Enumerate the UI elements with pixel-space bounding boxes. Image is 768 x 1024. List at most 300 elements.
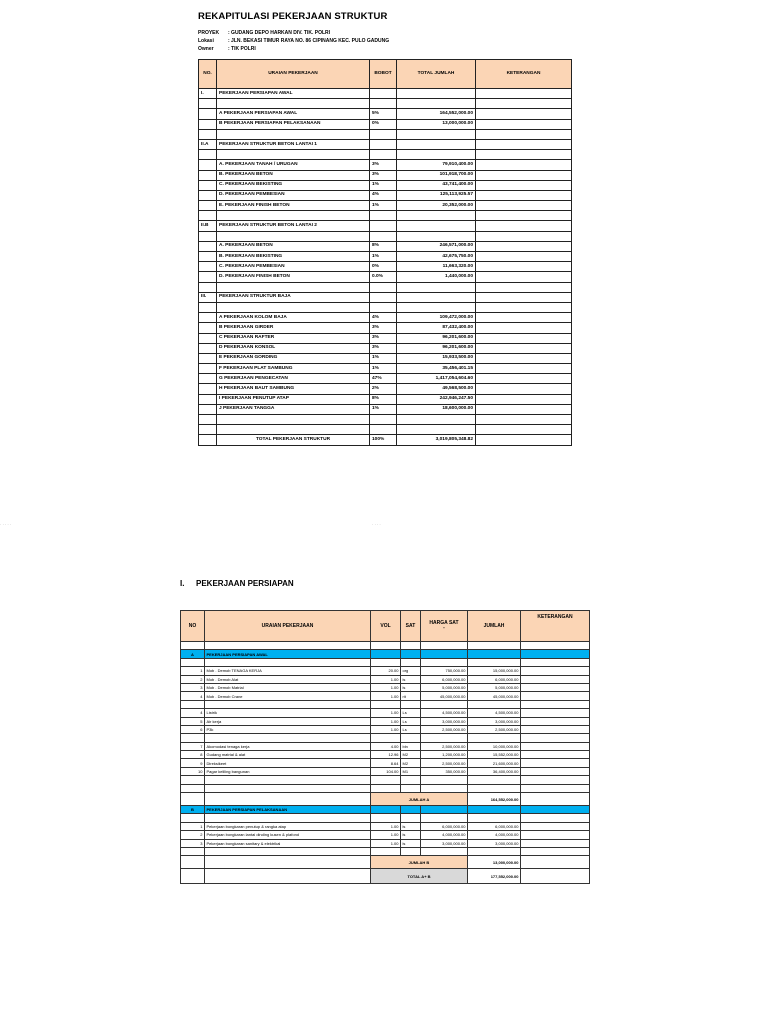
row-uraian: D. PEKERJAAN PEMBESIAN xyxy=(217,190,370,200)
row-bobot xyxy=(370,89,397,99)
total-row xyxy=(181,869,590,884)
row-total-jumlah xyxy=(397,221,476,231)
row-sat: ls xyxy=(401,822,421,830)
row-vol xyxy=(371,734,401,742)
row-jumlah xyxy=(468,658,521,666)
row-total-jumlah: 42,675,750.00 xyxy=(397,252,476,262)
row-keterangan xyxy=(476,241,572,251)
group-blank-cell xyxy=(468,650,521,658)
summary-row xyxy=(199,302,572,312)
row-no xyxy=(181,814,205,822)
row-bobot: 5% xyxy=(370,109,397,119)
row-keterangan xyxy=(476,119,572,129)
row-keterangan xyxy=(521,831,590,839)
sum-blank-cell xyxy=(181,869,205,884)
row-harga-sat: 2,500,000.00 xyxy=(421,742,468,750)
row-keterangan xyxy=(521,675,590,683)
row-sat: ls xyxy=(401,683,421,691)
row-total-jumlah: 96,201,600.00 xyxy=(397,343,476,353)
row-sat: ls xyxy=(401,831,421,839)
summary-row xyxy=(199,252,572,262)
detail-row xyxy=(181,847,590,855)
row-total-jumlah: 109,472,000.00 xyxy=(397,313,476,323)
row-no xyxy=(199,394,217,404)
row-bobot: 47% xyxy=(370,374,397,384)
row-total-jumlah xyxy=(397,292,476,302)
row-total-jumlah: 79,910,400.00 xyxy=(397,160,476,170)
row-no xyxy=(199,180,217,190)
row-no xyxy=(199,323,217,333)
row-keterangan xyxy=(521,776,590,784)
blank-cell xyxy=(181,642,205,650)
row-bobot: 0.0% xyxy=(370,272,397,282)
row-total-jumlah: 101,918,700.00 xyxy=(397,170,476,180)
group-blank-cell xyxy=(468,806,521,814)
row-vol: 1.00 xyxy=(371,822,401,830)
row-harga-sat: 2,500,000.00 xyxy=(421,759,468,767)
summary-row xyxy=(199,150,572,160)
total-value: 177,552,000.00 xyxy=(468,869,521,884)
row-no xyxy=(199,231,217,241)
row-jumlah: 15,000,000.00 xyxy=(468,667,521,675)
row-vol: 1.00 xyxy=(371,709,401,717)
meta-label: PROYEK xyxy=(198,30,220,36)
row-no: 3 xyxy=(181,683,205,691)
row-no: 5 xyxy=(181,717,205,725)
row-bobot xyxy=(370,139,397,149)
summary-row xyxy=(199,394,572,404)
header-harga-sat xyxy=(421,611,468,642)
blank-cell xyxy=(371,642,401,650)
row-bobot: 3% xyxy=(370,323,397,333)
row-total-jumlah: 20,352,000.00 xyxy=(397,201,476,211)
group-row xyxy=(181,650,590,658)
row-sat: M2 xyxy=(401,759,421,767)
row-keterangan xyxy=(521,839,590,847)
detail-row xyxy=(181,784,590,792)
row-keterangan xyxy=(476,323,572,333)
row-keterangan xyxy=(476,180,572,190)
row-no xyxy=(199,170,217,180)
group-row xyxy=(181,806,590,814)
row-total-jumlah: 18,600,000.00 xyxy=(397,404,476,414)
row-bobot xyxy=(370,221,397,231)
row-no xyxy=(199,201,217,211)
row-bobot xyxy=(370,292,397,302)
summary-row xyxy=(199,160,572,170)
row-sat xyxy=(401,658,421,666)
detail-row xyxy=(181,759,590,767)
total-no-cell xyxy=(199,435,217,445)
header-total-jumlah: TOTAL JUMLAH xyxy=(397,60,476,89)
sum-blank-cell xyxy=(181,856,205,869)
group-blank-cell xyxy=(521,650,590,658)
row-uraian xyxy=(205,847,371,855)
row-uraian xyxy=(205,734,371,742)
header-vol: VOL xyxy=(371,611,401,642)
row-harga-sat: 5,000,000.00 xyxy=(421,683,468,691)
row-harga-sat: 45,000,000.00 xyxy=(421,692,468,700)
row-no: 10 xyxy=(181,767,205,775)
row-no xyxy=(199,302,217,312)
row-no xyxy=(181,847,205,855)
row-uraian xyxy=(217,425,370,435)
row-no xyxy=(199,150,217,160)
row-vol: 1.00 xyxy=(371,725,401,733)
row-total-jumlah: 164,552,000.00 xyxy=(397,109,476,119)
row-vol: 1.00 xyxy=(371,839,401,847)
row-uraian: B. PEKERJAAN BEKISTING xyxy=(217,252,370,262)
row-no: 4 xyxy=(181,692,205,700)
row-no xyxy=(199,333,217,343)
row-uraian xyxy=(205,784,371,792)
row-harga-sat: 3,000,000.00 xyxy=(421,717,468,725)
summary-row xyxy=(199,364,572,374)
row-sat: ls xyxy=(401,839,421,847)
row-keterangan xyxy=(476,415,572,425)
row-sat: M1 xyxy=(401,767,421,775)
row-keterangan xyxy=(521,742,590,750)
row-keterangan xyxy=(476,394,572,404)
row-sat xyxy=(401,784,421,792)
header-keterangan: KETERANGAN xyxy=(476,60,572,89)
row-vol xyxy=(371,700,401,708)
jumlah-value: 164,552,000.00 xyxy=(468,793,521,806)
row-uraian: Mob . Demob TENAGA KERJA xyxy=(205,667,371,675)
row-uraian: Gudang matrial & alat xyxy=(205,751,371,759)
group-blank-cell xyxy=(401,650,421,658)
row-vol: 1.00 xyxy=(371,692,401,700)
row-no xyxy=(181,734,205,742)
row-bobot: 8% xyxy=(370,241,397,251)
sum-blank-cell xyxy=(521,793,590,806)
row-jumlah: 6,000,000.00 xyxy=(468,675,521,683)
row-total-jumlah: 11,663,320.00 xyxy=(397,262,476,272)
row-keterangan xyxy=(476,262,572,272)
detail-row xyxy=(181,767,590,775)
group-blank-cell xyxy=(371,806,401,814)
row-harga-sat xyxy=(421,734,468,742)
row-uraian xyxy=(217,129,370,139)
row-keterangan xyxy=(476,190,572,200)
blank-cell xyxy=(421,642,468,650)
row-uraian: C. PEKERJAAN PEMBESIAN xyxy=(217,262,370,272)
row-vol: 1.00 xyxy=(371,675,401,683)
row-total-jumlah: 43,741,400.00 xyxy=(397,180,476,190)
row-jumlah: 2,500,000.00 xyxy=(468,725,521,733)
row-no xyxy=(199,353,217,363)
row-uraian xyxy=(217,211,370,221)
sum-blank-cell xyxy=(521,856,590,869)
row-total-jumlah xyxy=(397,150,476,160)
summary-row xyxy=(199,109,572,119)
row-jumlah: 4,500,000.00 xyxy=(468,709,521,717)
row-keterangan xyxy=(476,231,572,241)
total-label: TOTAL A+ B xyxy=(371,869,468,884)
summary-row xyxy=(199,292,572,302)
row-keterangan xyxy=(521,814,590,822)
summary-total-row xyxy=(199,435,572,445)
row-jumlah: 5,000,000.00 xyxy=(468,683,521,691)
row-harga-sat xyxy=(421,658,468,666)
group-blank-cell xyxy=(421,650,468,658)
row-bobot: 4% xyxy=(370,313,397,323)
blank-cell xyxy=(468,642,521,650)
row-no: 3 xyxy=(181,839,205,847)
jumlah-label: JUMLAH A xyxy=(371,793,468,806)
row-uraian: C PEKERJAAN RAFTER xyxy=(217,333,370,343)
row-jumlah xyxy=(468,734,521,742)
summary-row xyxy=(199,415,572,425)
row-uraian: F PEKERJAAN PLAT SAMBUNG xyxy=(217,364,370,374)
row-jumlah xyxy=(468,784,521,792)
row-jumlah xyxy=(468,814,521,822)
row-no xyxy=(199,425,217,435)
row-no xyxy=(199,313,217,323)
summary-row xyxy=(199,221,572,231)
row-total-jumlah: 246,571,000.00 xyxy=(397,241,476,251)
row-keterangan xyxy=(476,150,572,160)
summary-row xyxy=(199,211,572,221)
row-sat: Ls xyxy=(401,725,421,733)
row-keterangan xyxy=(476,353,572,363)
row-no: 7 xyxy=(181,742,205,750)
row-bobot xyxy=(370,415,397,425)
row-bobot: 1% xyxy=(370,364,397,374)
row-vol: 20.00 xyxy=(371,667,401,675)
summary-body xyxy=(199,89,572,435)
row-harga-sat: 750,000.00 xyxy=(421,667,468,675)
row-uraian: Pekerjaan bongkaran lantai dinding kusen & plafond xyxy=(205,831,371,839)
row-bobot xyxy=(370,231,397,241)
row-vol xyxy=(371,658,401,666)
row-uraian: J PEKERJAAN TANGGA xyxy=(217,404,370,414)
summary-row xyxy=(199,129,572,139)
meta-label: Owner xyxy=(198,46,214,52)
row-harga-sat xyxy=(421,776,468,784)
row-sat xyxy=(401,776,421,784)
row-uraian: B PEKERJAAN PERSIAPAN PELAKSANAAN xyxy=(217,119,370,129)
row-harga-sat xyxy=(421,814,468,822)
row-keterangan xyxy=(476,99,572,109)
row-jumlah: 10,000,000.00 xyxy=(468,742,521,750)
header-keterangan: KETERANGAN xyxy=(521,611,590,642)
total-bobot: 100% xyxy=(370,435,397,445)
row-keterangan xyxy=(521,658,590,666)
row-total-jumlah: 35,456,401.15 xyxy=(397,364,476,374)
row-harga-sat xyxy=(421,784,468,792)
row-total-jumlah: 49,568,500.00 xyxy=(397,384,476,394)
row-harga-sat xyxy=(421,700,468,708)
detail-row xyxy=(181,709,590,717)
summary-row xyxy=(199,404,572,414)
row-bobot: 1% xyxy=(370,252,397,262)
row-bobot: 0% xyxy=(370,119,397,129)
row-uraian xyxy=(217,282,370,292)
row-uraian: C. PEKERJAAN BEKISTING xyxy=(217,180,370,190)
group-no: B xyxy=(181,806,205,814)
row-no: 1 xyxy=(181,822,205,830)
row-bobot xyxy=(370,425,397,435)
row-uraian: PEKERJAAN STRUKTUR BETON LANTAI 2 xyxy=(217,221,370,231)
row-harga-sat: 1,200,000.00 xyxy=(421,751,468,759)
row-jumlah: 36,400,000.00 xyxy=(468,767,521,775)
row-no: II.A xyxy=(199,139,217,149)
row-no: 2 xyxy=(181,831,205,839)
detail-row xyxy=(181,667,590,675)
row-jumlah: 45,000,000.00 xyxy=(468,692,521,700)
row-no: 4 xyxy=(181,709,205,717)
row-no xyxy=(199,282,217,292)
row-no: 6 xyxy=(181,725,205,733)
detail-row xyxy=(181,822,590,830)
group-blank-cell xyxy=(371,650,401,658)
row-bobot xyxy=(370,282,397,292)
detail-row xyxy=(181,839,590,847)
row-bobot: 3% xyxy=(370,333,397,343)
row-keterangan xyxy=(476,201,572,211)
section-number: I. xyxy=(180,579,185,588)
summary-row xyxy=(199,89,572,99)
row-no xyxy=(199,160,217,170)
row-uraian: Listrik xyxy=(205,709,371,717)
sum-blank-cell xyxy=(205,869,371,884)
row-uraian: PEKERJAAN STRUKTUR BAJA xyxy=(217,292,370,302)
row-no xyxy=(199,262,217,272)
row-total-jumlah xyxy=(397,302,476,312)
row-sat: Ls xyxy=(401,717,421,725)
meta-owner xyxy=(198,46,256,52)
row-total-jumlah: 242,946,247.50 xyxy=(397,394,476,404)
row-vol xyxy=(371,847,401,855)
summary-row xyxy=(199,180,572,190)
row-keterangan xyxy=(521,709,590,717)
group-title: PEKERJAAN PERSIAPAN AWAL xyxy=(205,650,371,658)
blank-cell xyxy=(205,642,371,650)
row-keterangan xyxy=(476,292,572,302)
summary-header-row xyxy=(199,60,572,89)
row-harga-sat: 6,000,000.00 xyxy=(421,675,468,683)
row-keterangan xyxy=(476,221,572,231)
row-keterangan xyxy=(476,272,572,282)
row-uraian: G PEKERJAAN PENGECATAN xyxy=(217,374,370,384)
page-divider-mark: · · · · xyxy=(372,522,381,527)
row-bobot: 1% xyxy=(370,404,397,414)
header-harga-sat-label: HARGA SAT xyxy=(429,620,459,626)
row-keterangan xyxy=(476,425,572,435)
row-keterangan xyxy=(476,374,572,384)
row-jumlah: 15,552,000.00 xyxy=(468,751,521,759)
summary-row xyxy=(199,353,572,363)
row-total-jumlah xyxy=(397,89,476,99)
row-total-jumlah xyxy=(397,99,476,109)
section-title xyxy=(180,579,294,588)
row-total-jumlah xyxy=(397,231,476,241)
summary-row xyxy=(199,170,572,180)
header-uraian: URAIAN PEKERJAAN xyxy=(205,611,371,642)
summary-row xyxy=(199,425,572,435)
row-jumlah: 4,000,000.00 xyxy=(468,831,521,839)
row-uraian: Pagar keliling bangunan xyxy=(205,767,371,775)
summary-row xyxy=(199,262,572,272)
row-harga-sat: 6,000,000.00 xyxy=(421,822,468,830)
row-uraian xyxy=(205,700,371,708)
row-harga-sat: 4,000,000.00 xyxy=(421,831,468,839)
row-sat: bln xyxy=(401,742,421,750)
detail-row xyxy=(181,642,590,650)
row-uraian xyxy=(217,150,370,160)
row-uraian: A PEKERJAAN PERSIAPAN AWAL xyxy=(217,109,370,119)
summary-row xyxy=(199,282,572,292)
row-harga-sat: 2,500,000.00 xyxy=(421,725,468,733)
row-no xyxy=(199,119,217,129)
row-bobot xyxy=(370,150,397,160)
jumlah-row xyxy=(181,856,590,869)
row-keterangan xyxy=(476,89,572,99)
row-jumlah: 3,000,000.00 xyxy=(468,839,521,847)
detail-header-row xyxy=(181,611,590,642)
row-total-jumlah xyxy=(397,211,476,221)
header-no: NO. xyxy=(199,60,217,89)
row-keterangan xyxy=(476,170,572,180)
row-no: II.B xyxy=(199,221,217,231)
row-keterangan xyxy=(521,725,590,733)
row-keterangan xyxy=(476,333,572,343)
summary-row xyxy=(199,99,572,109)
header-uraian: URAIAN PEKERJAAN xyxy=(217,60,370,89)
row-no xyxy=(199,404,217,414)
row-keterangan xyxy=(476,129,572,139)
row-uraian xyxy=(217,415,370,425)
row-keterangan xyxy=(476,384,572,394)
row-bobot: 0% xyxy=(370,262,397,272)
row-uraian: D. PEKERJAAN FINISH BETON xyxy=(217,272,370,282)
summary-row xyxy=(199,333,572,343)
row-uraian xyxy=(217,231,370,241)
row-keterangan xyxy=(476,211,572,221)
row-keterangan xyxy=(521,683,590,691)
summary-row xyxy=(199,343,572,353)
row-no xyxy=(181,784,205,792)
row-vol: 4.00 xyxy=(371,742,401,750)
page-divider-mark: · · · · · xyxy=(0,522,12,527)
row-bobot: 1% xyxy=(370,180,397,190)
jumlah-row xyxy=(181,793,590,806)
page-title: REKAPITULASI PEKERJAAN STRUKTUR xyxy=(198,11,388,22)
row-uraian: H PEKERJAAN BAUT SAMBUNG xyxy=(217,384,370,394)
header-bobot: BOBOT xyxy=(370,60,397,89)
row-sat xyxy=(401,734,421,742)
summary-row xyxy=(199,272,572,282)
detail-row xyxy=(181,751,590,759)
row-uraian: P3k xyxy=(205,725,371,733)
row-no xyxy=(199,384,217,394)
detail-row xyxy=(181,814,590,822)
row-uraian: Air kerja xyxy=(205,717,371,725)
row-vol xyxy=(371,776,401,784)
detail-row xyxy=(181,742,590,750)
detail-table xyxy=(180,610,590,884)
jumlah-label: JUMLAH B xyxy=(371,856,468,869)
summary-row xyxy=(199,190,572,200)
detail-row xyxy=(181,692,590,700)
summary-row xyxy=(199,201,572,211)
row-vol: 8.64 xyxy=(371,759,401,767)
detail-row xyxy=(181,675,590,683)
row-total-jumlah xyxy=(397,282,476,292)
detail-row xyxy=(181,734,590,742)
row-keterangan xyxy=(476,160,572,170)
